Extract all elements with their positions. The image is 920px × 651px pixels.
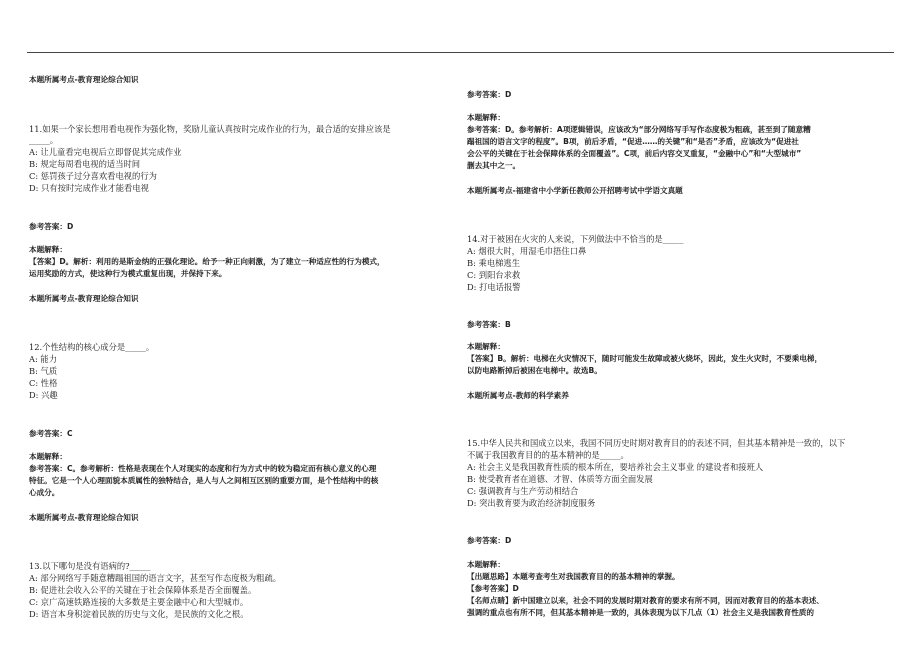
q11-answer: 参考答案：D bbox=[29, 222, 74, 231]
q12-stem: 12.个性结构的核心成分是_____。 bbox=[29, 342, 155, 352]
q13-jiexi-line4: 删去其中之一。 bbox=[467, 161, 521, 170]
q12-jiexi-line3: 心成分。 bbox=[29, 488, 60, 497]
q15-stem-line2: 不属于我国教育目的的基本精神的是_____。 bbox=[467, 450, 629, 460]
q11-option-a: A: 让儿童看完电视后立即督促其完成作业 bbox=[29, 147, 182, 157]
q13-jiexi-line2: 蹋祖国的语言文字的程度”。B项，前后矛盾，“促进……的关键”和“是否”矛盾，应该改为“促进社 bbox=[467, 137, 799, 146]
q15-stem-line1: 15.中华人民共和国成立以来，我国不同历史时期对教育目的的表述不同，但其基本精神是一致的，以下 bbox=[467, 438, 846, 448]
q13-option-d: D: 语言本身积淀着民族的历史与文化，是民族的文化之根。 bbox=[29, 609, 249, 619]
q13-option-c: C: 京广高速铁路连接的大多数是主要金融中心和大型城市。 bbox=[29, 597, 249, 607]
q11-jiexi-line1: 【答案】D。解析：利用的是斯金纳的正强化理论。给予一种正向刺激，为了建立一种适应性的行为模式， bbox=[29, 257, 385, 266]
q12-option-c: C: 性格 bbox=[29, 378, 58, 388]
q14-kaodian: 本题所属考点-教师的科学素养 bbox=[467, 391, 569, 400]
q14-answer: 参考答案：B bbox=[467, 320, 511, 329]
q14-jiexi-line1: 【答案】B。解析：电梯在火灾情况下，随时可能发生故障或被火烧坏，因此，发生火灾时，不要乘电梯， bbox=[467, 354, 823, 363]
q13-stem: 13.以下哪句是没有语病的?_____ bbox=[29, 561, 151, 571]
q13-jiexi-line1: 参考答案：D。参考解析：A项逻辑错误，应该改为“部分网络写手写作态度极为粗疏，甚至到了随意糟 bbox=[467, 125, 811, 134]
header-rule bbox=[27, 52, 894, 53]
q14-stem: 14.对于被困在火灾的人来说，下列做法中不恰当的是_____ bbox=[467, 234, 684, 244]
q14-jiexi-line2: 以防电路断掉后被困在电梯中。故选B。 bbox=[467, 366, 602, 375]
q13-kaodian: 本题所属考点-福建省中小学新任教师公开招聘考试中学语文真题 bbox=[467, 186, 683, 195]
q15-option-d: D: 突出教育要为政治经济制度服务 bbox=[467, 498, 596, 508]
q11-option-c: C: 惩罚孩子过分喜欢看电视的行为 bbox=[29, 171, 157, 181]
q12-option-b: B: 气质 bbox=[29, 366, 58, 376]
q12-jiexi-title: 本题解释： bbox=[29, 452, 67, 461]
q15-jiexi-line3: 【名师点睛】新中国建立以来，社会不同的发展时期对教育的要求有所不同，因而对教育目的的基本表述、 bbox=[467, 596, 824, 605]
q14-jiexi-title: 本题解释： bbox=[467, 342, 505, 351]
prev-kaodian: 本题所属考点-教育理论综合知识 bbox=[29, 75, 139, 84]
q15-option-b: B: 使受教育者在道德、才智、体质等方面全面发展 bbox=[467, 474, 653, 484]
q12-answer: 参考答案：C bbox=[29, 429, 73, 438]
q12-option-d: D: 兴趣 bbox=[29, 390, 58, 400]
q11-option-d: D: 只有按时完成作业才能看电视 bbox=[29, 183, 149, 193]
q11-stem-line1: 11.如果一个家长想用看电视作为强化物，奖励儿童认真按时完成作业的行为，最合适的安排应该是 bbox=[29, 124, 391, 134]
q13-jiexi-line3: 会公平的关键在于社会保障体系的全面覆盖”。C项，前后内容交叉重复，“金融中心”和“大型城市” bbox=[467, 149, 802, 158]
q14-option-d: D: 打电话报警 bbox=[467, 282, 521, 292]
q13-option-a: A: 部分网络写手随意糟蹋祖国的语言文字，甚至写作态度极为粗疏。 bbox=[29, 573, 282, 583]
q15-answer: 参考答案：D bbox=[467, 536, 512, 545]
q13-jiexi-title: 本题解释： bbox=[467, 113, 505, 122]
q12-jiexi-line1: 参考答案：C。参考解析：性格是表现在个人对现实的态度和行为方式中的较为稳定而有核心意义的心理 bbox=[29, 464, 377, 473]
q11-jiexi-line2: 运用奖励的方式，使这种行为模式重复出现，并保持下来。 bbox=[29, 269, 227, 278]
q15-jiexi-line4: 强调的重点也有所不同，但其基本精神是一致的，具体表现为以下几点（1）社会主义是我国教育性质的 bbox=[467, 608, 814, 617]
q11-kaodian: 本题所属考点-教育理论综合知识 bbox=[29, 294, 139, 303]
q15-jiexi-title: 本题解释： bbox=[467, 560, 505, 569]
q11-stem-line2: _____。 bbox=[29, 135, 59, 145]
q14-option-a: A: 烟很大时，用湿毛巾捂住口鼻 bbox=[467, 246, 587, 256]
q14-option-b: B: 乘电梯逃生 bbox=[467, 258, 521, 268]
q12-kaodian: 本题所属考点-教育理论综合知识 bbox=[29, 513, 139, 522]
q15-option-a: A: 社会主义是我国教育性质的根本所在，要培养社会主义事业 的建设者和接班人 bbox=[467, 462, 764, 472]
q11-jiexi-title: 本题解释： bbox=[29, 245, 67, 254]
q13-option-b: B: 促进社会收入公平的关键在于社会保障体系是否全面覆盖。 bbox=[29, 585, 257, 595]
q15-option-c: C: 强调教育与生产劳动相结合 bbox=[467, 486, 579, 496]
q14-option-c: C: 到阳台求救 bbox=[467, 270, 521, 280]
q13-answer: 参考答案：D bbox=[467, 90, 512, 99]
q15-jiexi-line2: 【参考答案】D bbox=[467, 584, 519, 593]
q11-option-b: B: 规定每周看电视的适当时间 bbox=[29, 159, 141, 169]
q15-jiexi-line1: 【出题思路】本题考查考生对我国教育目的的基本精神的掌握。 bbox=[467, 572, 680, 581]
q12-jiexi-line2: 特征。它是一个人心理面貌本质属性的独特结合，是人与人之间相互区别的重要方面，是个性结构中的核 bbox=[29, 476, 379, 485]
q12-option-a: A: 能力 bbox=[29, 354, 58, 364]
